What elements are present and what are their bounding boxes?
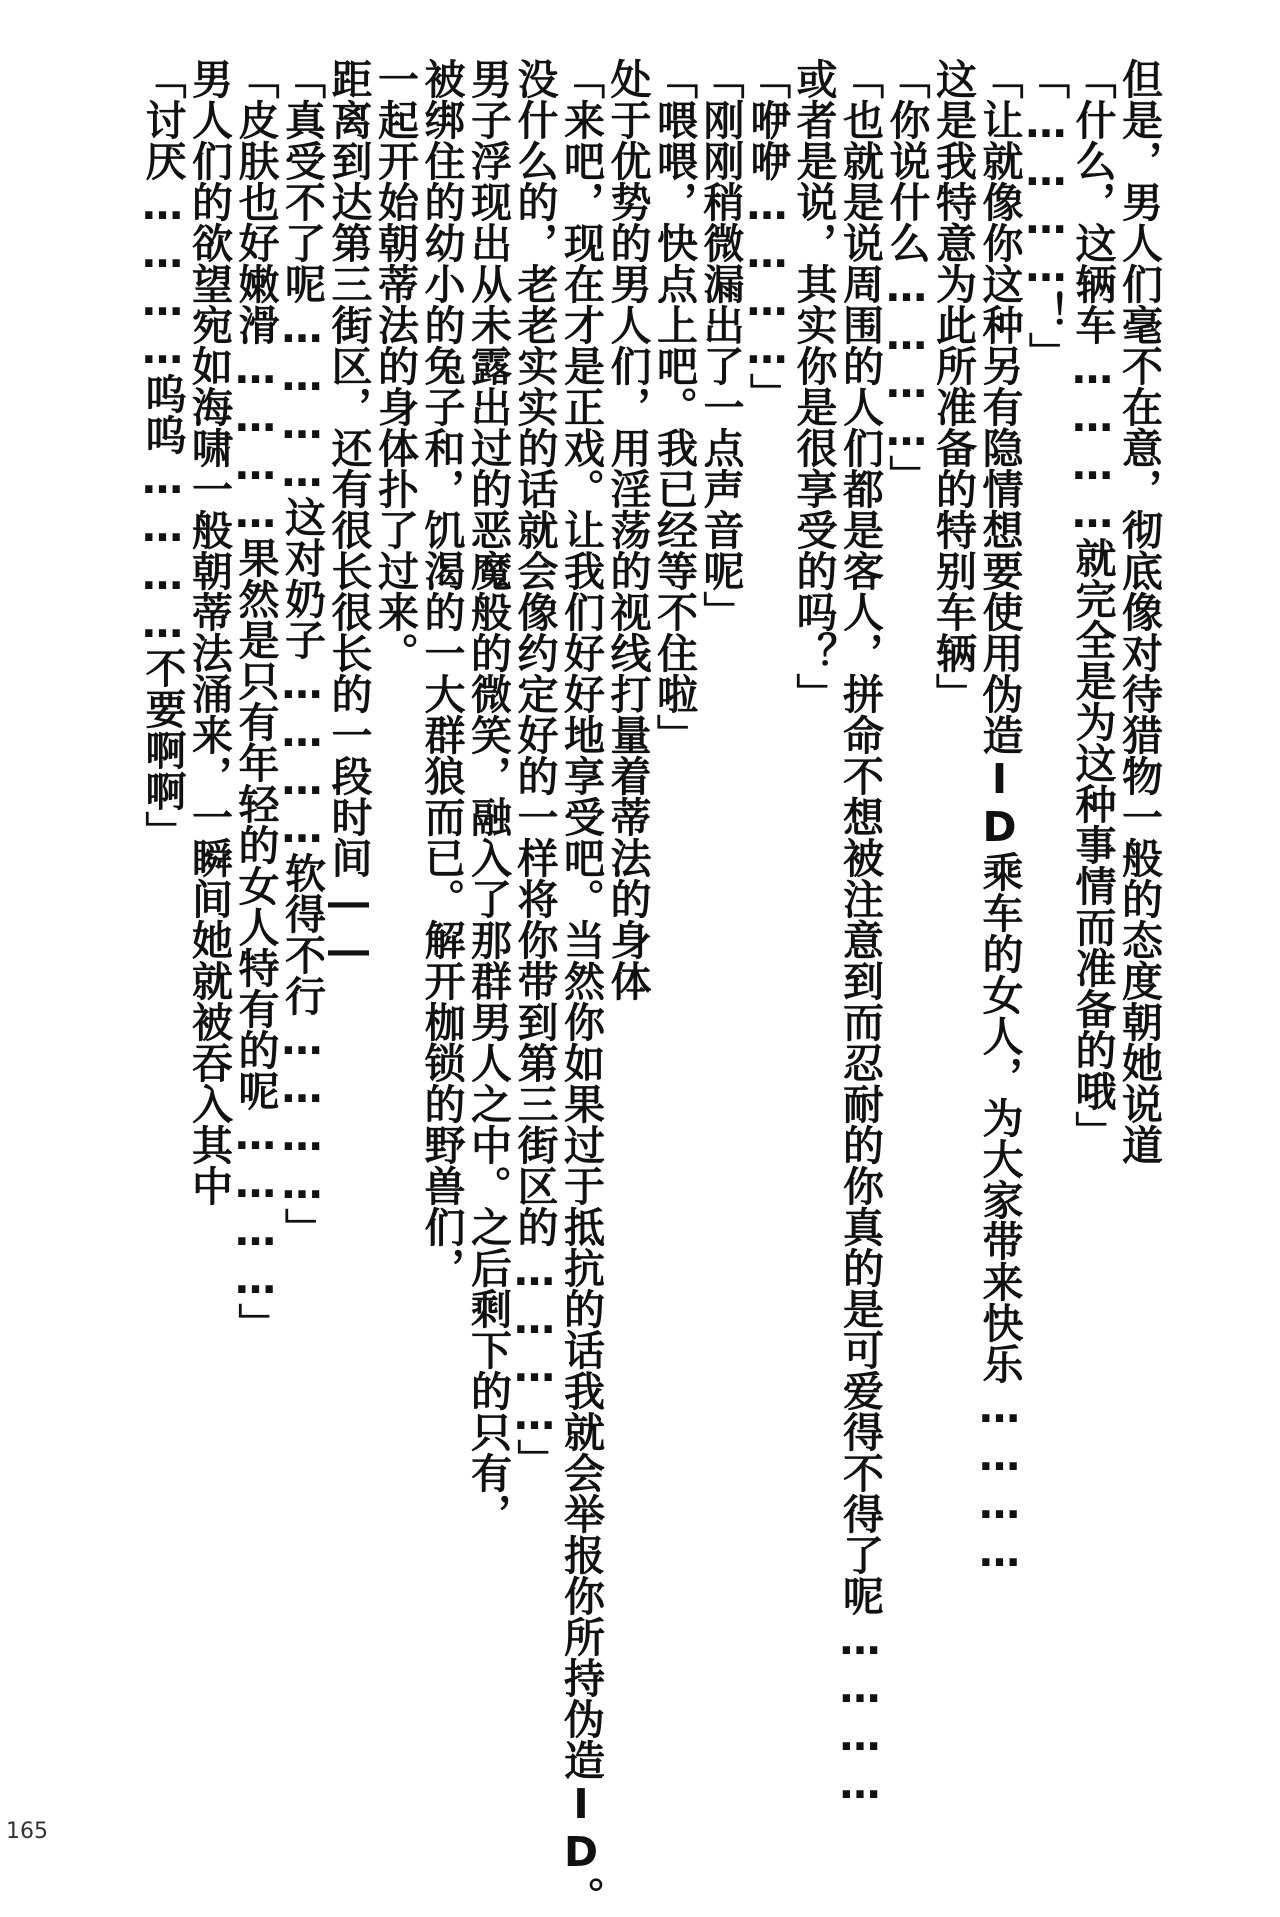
text-line-11: 「喂喂，快点上吧。我已经等不住啦」 [650, 58, 698, 755]
text-line-1: 但是，男人们毫不在意，彻底像对待猎物一般的态度朝她说道 [1115, 58, 1163, 1165]
text-line-22: 「讨厌…………呜呜…………不要啊啊」 [138, 58, 187, 852]
text-line-17: 一起开始朝蒂法的身体扑了过来。 [371, 58, 419, 673]
text-line-5: 这是我特意为此所准备的特别车辆」 [929, 58, 977, 714]
text-line-9: 「咿咿…………」 [743, 58, 791, 414]
text-line-4: 「让就像你这种另有隐情想要使用伪造ID乘车的女人，为大家带来快乐………… [975, 58, 1024, 1576]
text-line-12: 处于优势的男人们，用淫荡的视线打量着蒂法的身体 [603, 58, 652, 1001]
text-line-16: 被绑住的幼小的兔子和，饥渴的一大群狼而已。解开枷锁的野兽们， [417, 58, 466, 1288]
text-line-6: 「你说什么…………」 [882, 58, 931, 496]
text-line-3: 「…………！」 [1022, 58, 1070, 373]
text-line-8: 或者是说，其实你是很享受的吗？」 [789, 58, 838, 714]
text-line-10: 「刚刚稍微漏出了一点声音呢」 [696, 58, 745, 632]
page-number: 165 [6, 1819, 48, 1844]
text-line-13: 「来吧，现在才是正戏。让我们好好地享受吧。当然你如果过于抵抗的话我就会举报你所持伪造ID。 [557, 58, 605, 1917]
text-line-20: 「皮肤也好嫩滑…………果然是只有年轻的女人特有的呢…………」 [231, 58, 280, 1344]
text-line-2: 「什么，这辆车…………就完全是为这种事情而准备的哦」 [1068, 58, 1117, 1152]
text-line-7: 「也就是说周围的人们都是客人，拼命不想被注意到而忍耐的你真的是可爱得不得了呢………… [836, 58, 884, 1808]
text-line-19: 「真受不了呢…………这对奶子…………软得不行…………」 [278, 58, 326, 1249]
vertical-text-block [138, 58, 1163, 1917]
text-line-14: 没什么的，老老实实的话就会像约定好的一样将你带到第三街区的…………」 [510, 58, 559, 1480]
text-line-21: 男人们的欲望宛如海啸一般朝蒂法涌来，一瞬间她就被吞入其中 [185, 58, 233, 1206]
text-line-15: 男子浮现出从未露出过的恶魔般的微笑，融入了那群男人之中。之后剩下的只有， [464, 58, 512, 1534]
text-line-18: 距离到达第三街区，还有很长很长的一段时间―― [324, 58, 373, 974]
